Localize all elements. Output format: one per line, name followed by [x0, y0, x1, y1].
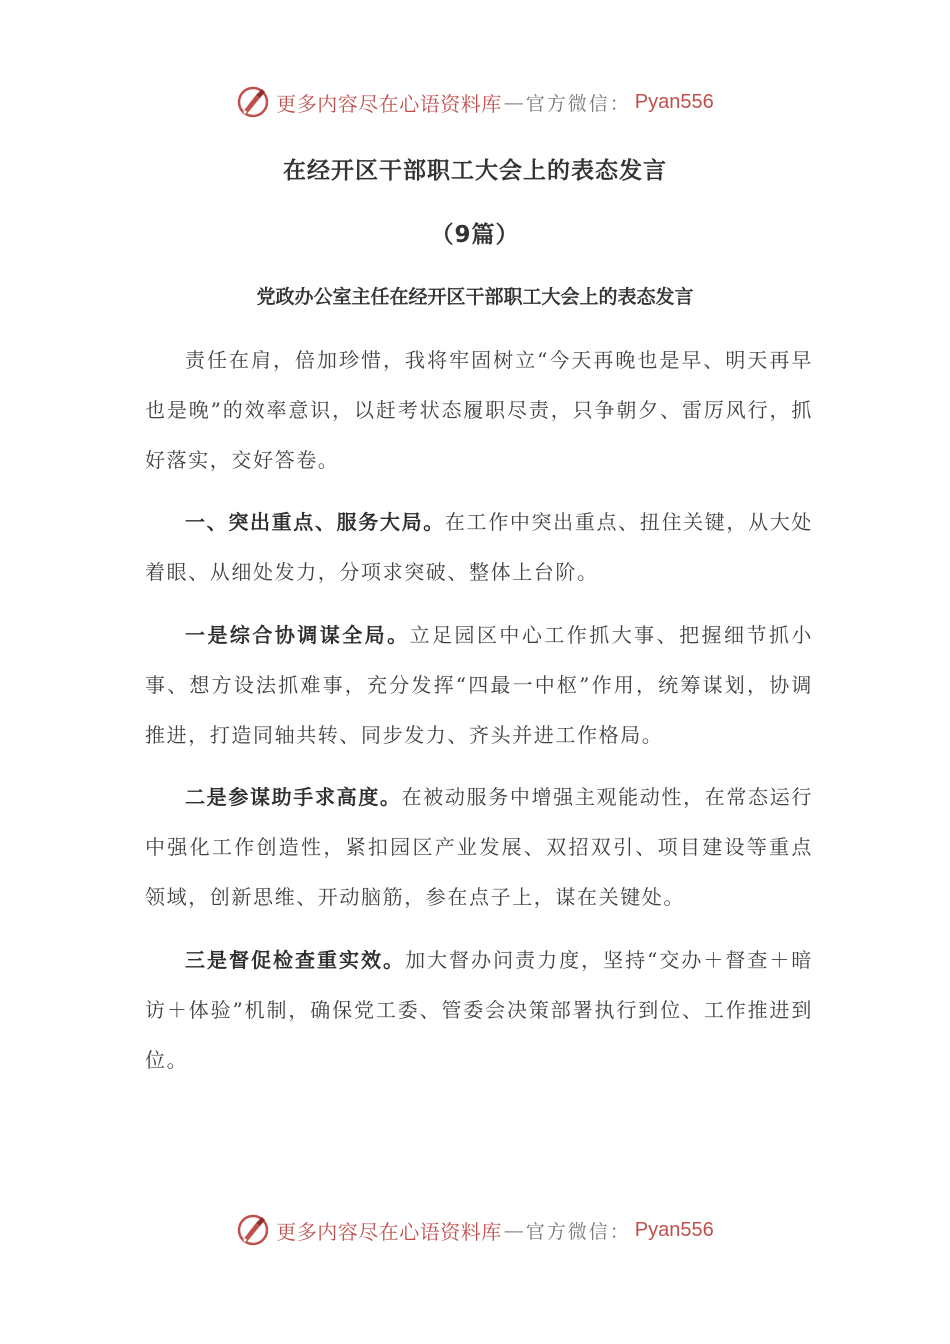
banner-wechat-label: 官方微信： — [525, 92, 631, 115]
paragraph-intro — [145, 335, 813, 485]
paragraph-text: 立足园区中心工作抓大事、把握细节抓小事、想方设法抓难事，充分发挥“四最一中枢”作用，统筹谋划，协调推进，打造同轴共转、同步发力、齐头并进工作格局。 — [145, 623, 813, 747]
paragraph-point-2 — [145, 772, 813, 922]
paragraph-lead: 一、突出重点、服务大局。 — [185, 510, 445, 534]
document-title: 在经开区干部职工大会上的表态发言 — [283, 158, 667, 184]
document-subtitle: 党政办公室主任在经开区干部职工大会上的表态发言 — [256, 286, 694, 308]
pen-logo-icon — [236, 85, 270, 119]
paragraph-point-1 — [145, 610, 813, 760]
pen-logo-icon — [236, 1213, 270, 1247]
paragraph-text: 在工作中突出重点、扭住关键，从大处着眼、从细处发力，分项求突破、整体上台阶。 — [145, 510, 814, 584]
paragraph-lead: 一是综合协调谋全局。 — [185, 623, 410, 647]
banner-wechat-label: 官方微信： — [525, 1220, 631, 1243]
banner-wechat-id: Pyan556 — [634, 90, 714, 113]
paragraph-text: 加大督办问责力度，坚持“交办＋督查＋暗访＋体验”机制，确保党工委、管委会决策部署执行到位、工作推进到位。 — [145, 948, 813, 1072]
header-banner — [0, 82, 950, 122]
footer-banner — [0, 1210, 950, 1250]
banner-dash: — — [503, 90, 524, 114]
paragraph-text: 责任在肩，倍加珍惜，我将牢固树立“今天再晚也是早、明天再早也是晚”的效率意识，以赶考状态履职尽责，只争朝夕、雷厉风行，抓好落实，交好答卷。 — [145, 348, 813, 472]
paragraph-lead: 三是督促检查重实效。 — [185, 948, 406, 972]
paragraph-text: 在被动服务中增强主观能动性，在常态运行中强化工作创造性，紧扣园区产业发展、双招双引、项目建设等重点领域，创新思维、开动脑筋，参在点子上，谋在关键处。 — [145, 785, 814, 909]
paragraph-lead: 二是参谋助手求高度。 — [185, 785, 402, 809]
document-count: （9篇） — [430, 222, 520, 248]
banner-main-text: 更多内容尽在心语资料库 — [276, 1219, 502, 1244]
banner-wechat-id: Pyan556 — [634, 1218, 714, 1241]
paragraph-point-3 — [145, 935, 813, 1085]
banner-main-text: 更多内容尽在心语资料库 — [276, 91, 502, 116]
banner-dash: — — [503, 1218, 524, 1242]
paragraph-section-1 — [145, 497, 813, 597]
